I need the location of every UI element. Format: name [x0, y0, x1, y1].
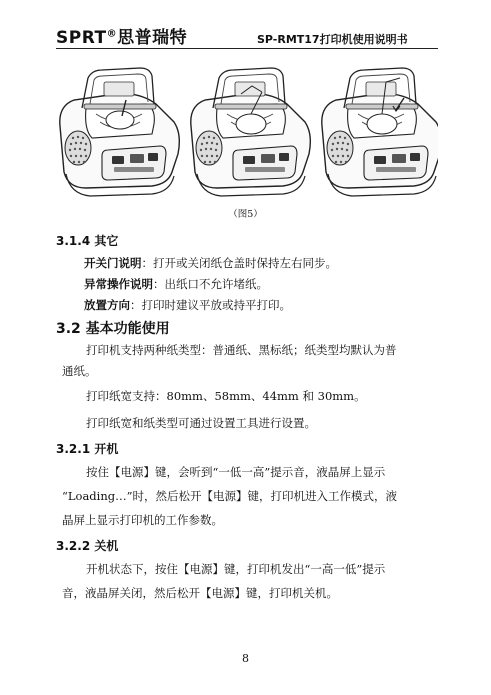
note-item-orientation: 放置方向：打印时建议平放或持平打印。 — [84, 298, 291, 312]
paragraph-power-on-line3: 晶屏上显示打印机的工作参数。 — [62, 513, 223, 527]
paragraph-power-on-line2: “Loading…”时，然后松开【电源】键，打印机进入工作模式，液 — [62, 489, 397, 503]
printer-illustration-figure — [56, 64, 438, 204]
paragraph-power-on-line1: 按住【电源】键，会听到“一低一高”提示音，液晶屏上显示 — [86, 465, 386, 479]
note-label: 异常操作说明 — [84, 277, 153, 291]
section-heading-3-1-4: 3.1.4 其它 — [56, 234, 119, 248]
paragraph-settings-tool: 打印纸宽和纸类型可通过设置工具进行设置。 — [86, 416, 316, 430]
note-label: 开关门说明 — [84, 256, 142, 270]
section-heading-3-2-2: 3.2.2 关机 — [56, 539, 119, 553]
paragraph-power-off-line2: 音，液晶屏关闭，然后松开【电源】键，打印机关机。 — [62, 586, 338, 600]
note-item-abnormal: 异常操作说明：出纸口不允许堵纸。 — [84, 277, 268, 291]
note-text: 打开或关闭纸仓盖时保持左右同步。 — [153, 256, 337, 270]
paragraph-paper-widths: 打印纸宽支持：80mm、58mm、44mm 和 30mm。 — [86, 389, 366, 403]
note-text: 打印时建议平放或持平打印。 — [141, 298, 291, 312]
brand-name: SPRT — [56, 28, 107, 48]
note-label: 放置方向 — [84, 298, 130, 312]
figure-caption: （图5） — [228, 209, 263, 220]
paragraph-paper-types-line2: 通纸。 — [62, 364, 97, 378]
note-item-door: 开关门说明：打开或关闭纸仓盖时保持左右同步。 — [84, 256, 337, 270]
header-divider — [56, 48, 438, 49]
page-number: 8 — [242, 652, 249, 665]
section-heading-3-2: 3.2 基本功能使用 — [56, 321, 170, 337]
manual-title: SP-RMT17打印机使用说明书 — [257, 33, 408, 46]
paragraph-paper-types-line1: 打印机支持两种纸类型：普通纸、黑标纸；纸类型均默认为普 — [86, 343, 397, 357]
paragraph-power-off-line1: 开机状态下，按住【电源】键，打印机发出“一高一低”提示 — [86, 562, 386, 576]
registered-mark: ® — [106, 28, 118, 40]
section-heading-3-2-1: 3.2.1 开机 — [56, 442, 119, 456]
note-text: 出纸口不允许堵纸。 — [164, 277, 268, 291]
brand-name-cn: 思普瑞特 — [117, 28, 188, 48]
brand-logo — [56, 23, 187, 48]
